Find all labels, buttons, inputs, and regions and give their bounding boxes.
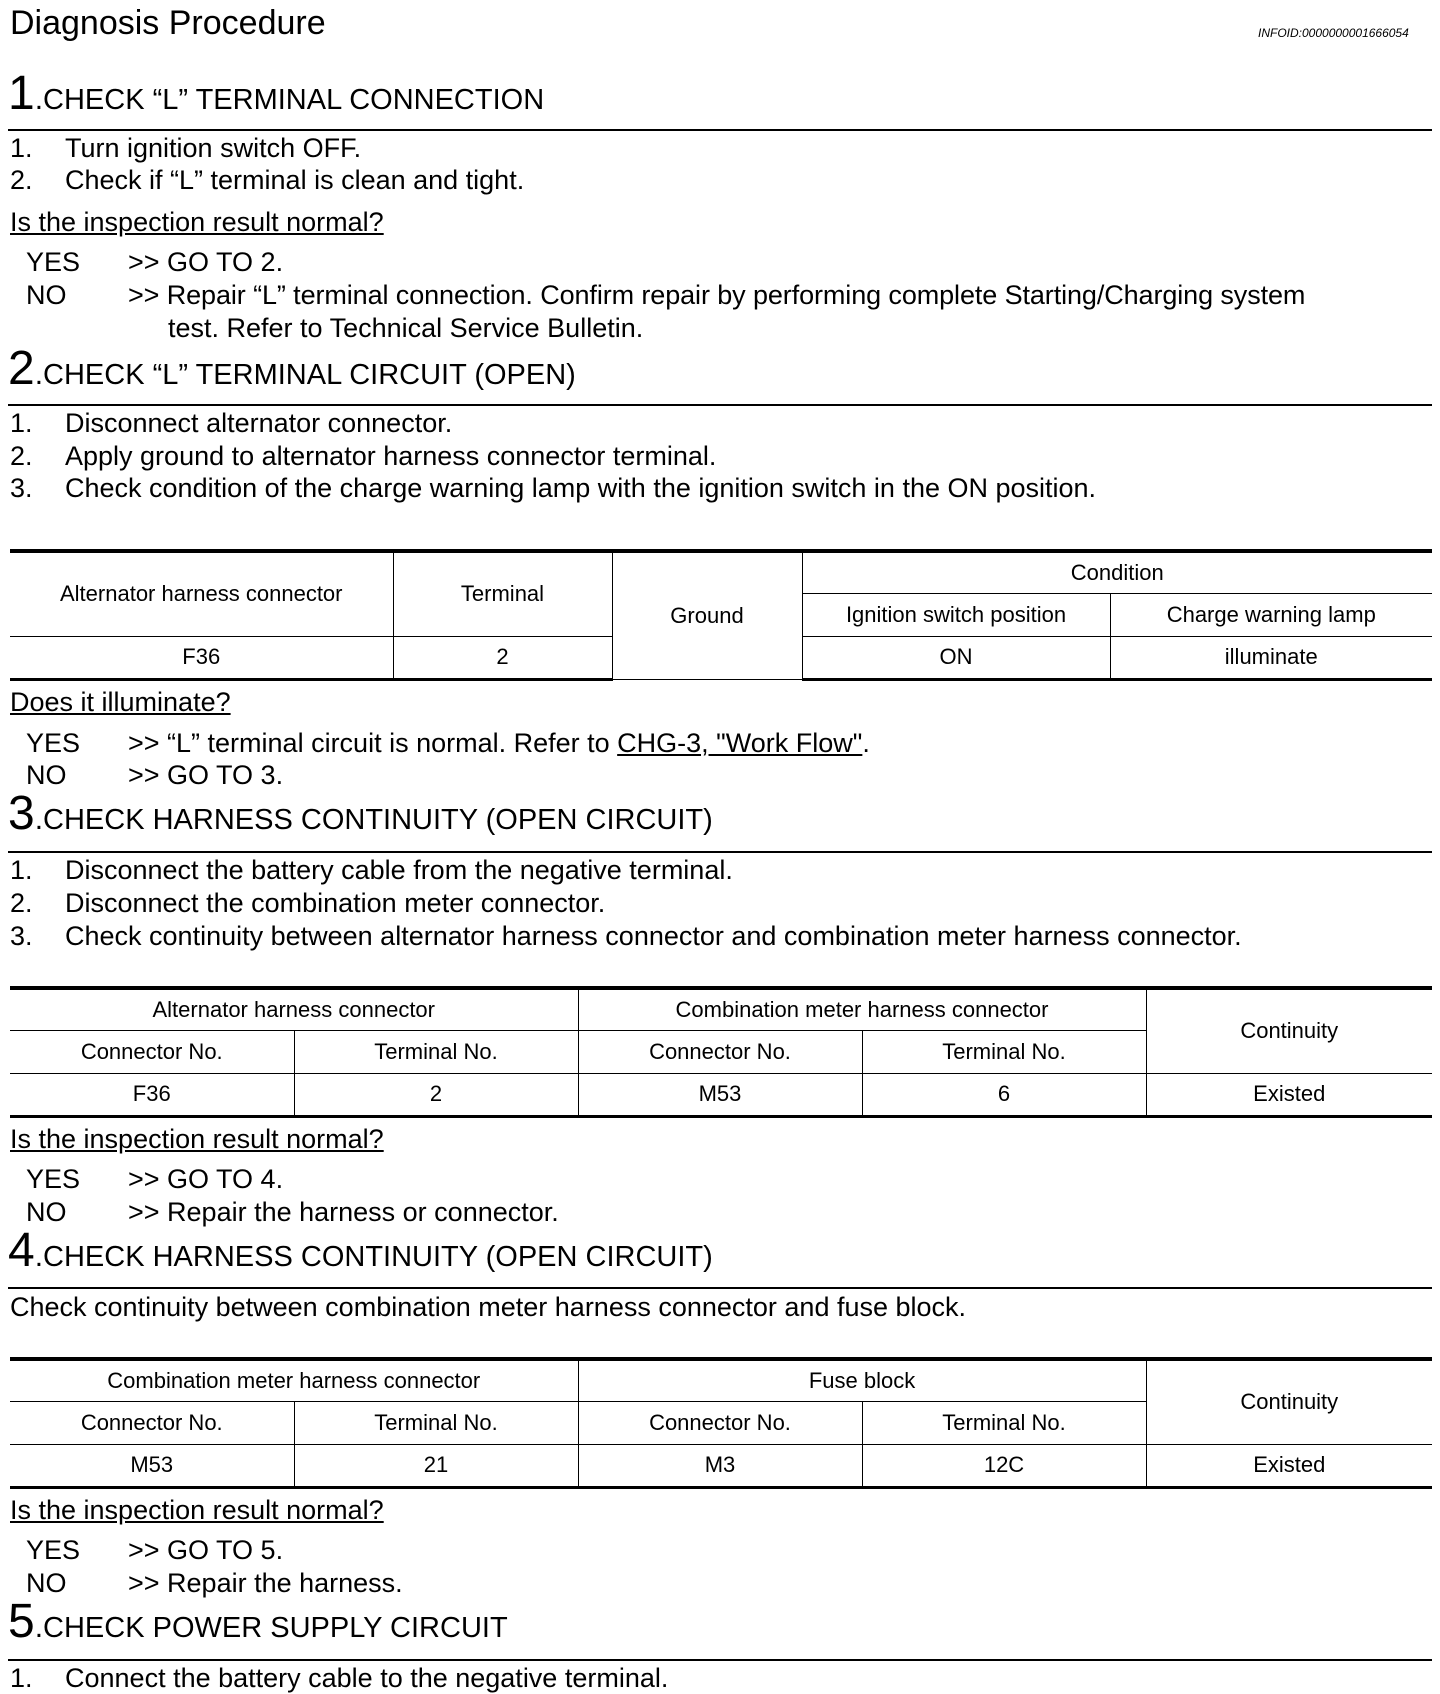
step-2-heading: 2.CHECK “L” TERMINAL CIRCUIT (OPEN) [8,342,576,395]
step-instruction: Check continuity between combination meter harness connector and fuse block. [10,1292,967,1322]
answer-no: NO >> Repair the harness or connector. [26,1197,559,1227]
table-cell: F36 [10,636,393,679]
table-header: Condition [802,551,1432,593]
divider [8,1287,1432,1289]
answer-no-continuation: test. Refer to Technical Service Bulletin. [168,313,644,343]
table-cell: Existed [1146,1444,1432,1487]
answer-no: NO >> Repair the harness. [26,1568,403,1598]
step-title: CHECK HARNESS CONTINUITY (OPEN CIRCUIT) [43,1241,713,1273]
step-title: CHECK “L” TERMINAL CIRCUIT (OPEN) [43,359,576,391]
list-item: 2. Disconnect the combination meter connector. [10,888,606,918]
meter-fuse-continuity-table [10,1357,1432,1489]
table-header: Alternator harness connector [10,988,578,1030]
table-cell: M3 [578,1444,862,1487]
divider [8,404,1432,406]
step-number: 1 [8,67,35,120]
answer-yes: YES >> GO TO 2. [26,247,284,277]
table-cell: 12C [862,1444,1146,1487]
page-title: Diagnosis Procedure [10,4,326,42]
inspection-question: Is the inspection result normal? [10,1124,384,1154]
step-number: 3 [8,787,35,840]
table-header: Combination meter harness connector [10,1359,578,1401]
table-cell: Existed [1146,1073,1432,1116]
work-flow-link[interactable]: CHG-3, "Work Flow" [617,728,863,758]
table-cell: M53 [578,1073,862,1116]
step-number: 5 [8,1595,35,1648]
divider [8,1659,1432,1661]
table-header: Continuity [1146,988,1432,1073]
table-cell: 6 [862,1073,1146,1116]
answer-no: NO >> GO TO 3. [26,760,284,790]
step-title: CHECK POWER SUPPLY CIRCUIT [43,1612,508,1644]
list-item: 2. Apply ground to alternator harness connector terminal. [10,441,717,471]
inspection-question: Is the inspection result normal? [10,1495,384,1525]
answer-yes: YES >> GO TO 4. [26,1164,284,1194]
step-4-heading: 4.CHECK HARNESS CONTINUITY (OPEN CIRCUIT) [8,1224,713,1277]
table-header: Continuity [1146,1359,1432,1444]
step-number: 2 [8,342,35,395]
table-cell: ON [802,636,1110,679]
info-id: INFOID:0000000001666054 [1258,26,1409,40]
table-header: Connector No. [10,1401,294,1444]
table-cell: 2 [294,1073,578,1116]
table-cell: 2 [393,636,612,679]
table-header: Terminal No. [294,1030,578,1073]
table-header: Terminal No. [862,1401,1146,1444]
step-1-heading: 1.CHECK “L” TERMINAL CONNECTION [8,67,545,120]
divider [8,129,1432,131]
table-cell: illuminate [1110,636,1432,679]
table-header: Terminal No. [862,1030,1146,1073]
table-header: Charge warning lamp [1110,593,1432,636]
table-header: Connector No. [578,1030,862,1073]
table-header: Fuse block [578,1359,1146,1401]
list-item: 1. Turn ignition switch OFF. [10,133,362,163]
answer-yes: YES >> GO TO 5. [26,1535,284,1565]
table-header: Connector No. [578,1401,862,1444]
table-header: Terminal [393,551,612,636]
table-header: Alternator harness connector [10,551,393,636]
table-cell: 21 [294,1444,578,1487]
divider [8,851,1432,853]
table-cell: F36 [10,1073,294,1116]
step-5-heading: 5.CHECK POWER SUPPLY CIRCUIT [8,1595,508,1648]
step-title: CHECK HARNESS CONTINUITY (OPEN CIRCUIT) [43,804,713,836]
table-header: Connector No. [10,1030,294,1073]
alternator-meter-continuity-table [10,986,1432,1118]
table-header: Ignition switch position [802,593,1110,636]
step-number: 4 [8,1224,35,1277]
list-item: 1. Disconnect the battery cable from the negative terminal. [10,855,733,885]
list-item: 3. Check condition of the charge warning lamp with the ignition switch in the ON position. [10,473,1097,503]
lamp-condition-table [10,549,1432,681]
inspection-question: Is the inspection result normal? [10,207,384,237]
list-item: 2. Check if “L” terminal is clean and tight. [10,165,525,195]
list-item: 1. Connect the battery cable to the negative terminal. [10,1663,669,1693]
answer-no: NO >> Repair “L” terminal connection. Confirm repair by performing complete Starting/Charging system [26,280,1306,310]
list-item: 1. Disconnect alternator connector. [10,408,453,438]
answer-yes: YES >> “L” terminal circuit is normal. Refer to CHG-3, "Work Flow". [26,728,870,758]
list-item: 3. Check continuity between alternator harness connector and combination meter harness connector. [10,921,1242,951]
table-cell: M53 [10,1444,294,1487]
step-3-heading: 3.CHECK HARNESS CONTINUITY (OPEN CIRCUIT) [8,787,713,840]
step-title: CHECK “L” TERMINAL CONNECTION [43,84,545,116]
inspection-question: Does it illuminate? [10,687,231,717]
table-header: Terminal No. [294,1401,578,1444]
table-header: Ground [612,551,802,679]
table-header: Combination meter harness connector [578,988,1146,1030]
